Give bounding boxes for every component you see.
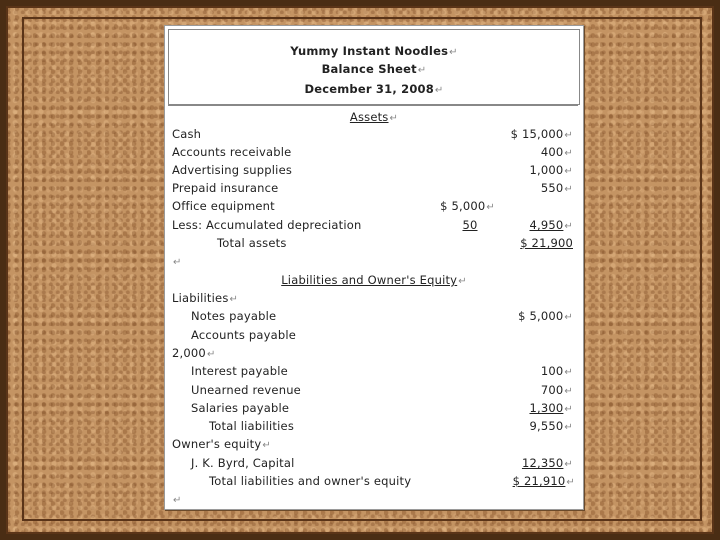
supplies-value: 1,000↵ (529, 163, 573, 177)
total-liabilities-value: 9,550↵ (529, 419, 573, 433)
interest-payable-label: Interest payable (191, 364, 288, 378)
company-name: Yummy Instant Noodles↵ (290, 44, 458, 58)
ar-value: 400↵ (540, 145, 573, 159)
notes-payable-value: $ 5,000↵ (518, 309, 573, 323)
capital-label: J. K. Byrd, Capital (191, 456, 295, 470)
capital-value: 12,350↵ (521, 456, 573, 470)
salaries-payable-label: Salaries payable (191, 401, 290, 415)
assets-heading: Assets↵ (349, 110, 399, 124)
header-rule (168, 105, 578, 106)
ar-label: Accounts receivable (172, 145, 292, 159)
accum-dep-mid-value: 50 (462, 218, 478, 232)
total-assets-label: Total assets (217, 236, 287, 250)
owners-equity-label: Owner's equity↵ (172, 437, 271, 451)
accum-dep-net-value: 4,950↵ (529, 218, 573, 232)
equipment-mid-value: $ 5,000↵ (440, 199, 495, 213)
cash-label: Cash (172, 127, 202, 141)
equipment-label: Office equipment (172, 199, 275, 213)
interest-payable-value: 100↵ (540, 364, 573, 378)
cash-value: $ 15,000↵ (510, 127, 573, 141)
total-liab-equity-value: $ 21,910↵ (512, 474, 575, 488)
total-assets-value: $ 21,900 (520, 236, 573, 250)
header-box (168, 29, 580, 105)
accum-dep-label: Less: Accumulated depreciation (172, 218, 362, 232)
unearned-revenue-value: 700↵ (540, 383, 573, 397)
prepaid-label: Prepaid insurance (172, 181, 279, 195)
total-liabilities-label: Total liabilities (209, 419, 295, 433)
accounts-payable-label: Accounts payable (191, 328, 297, 342)
end-paragraph-mark: ↵ (173, 495, 182, 506)
supplies-label: Advertising supplies (172, 163, 293, 177)
accounts-payable-value: 2,000↵ (172, 346, 216, 360)
salaries-payable-value: 1,300↵ (529, 401, 573, 415)
total-liab-equity-label: Total liabilities and owner's equity (209, 474, 412, 488)
balance-sheet-document (164, 25, 584, 510)
liabilities-label: Liabilities↵ (172, 291, 239, 305)
unearned-revenue-label: Unearned revenue (191, 383, 301, 397)
liabilities-equity-heading: Liabilities and Owner's Equity↵ (281, 273, 467, 287)
prepaid-value: 550↵ (540, 181, 573, 195)
statement-title: Balance Sheet↵ (321, 62, 427, 76)
blank-paragraph: ↵ (173, 257, 182, 268)
statement-date: December 31, 2008↵ (304, 82, 444, 96)
notes-payable-label: Notes payable (191, 309, 277, 323)
